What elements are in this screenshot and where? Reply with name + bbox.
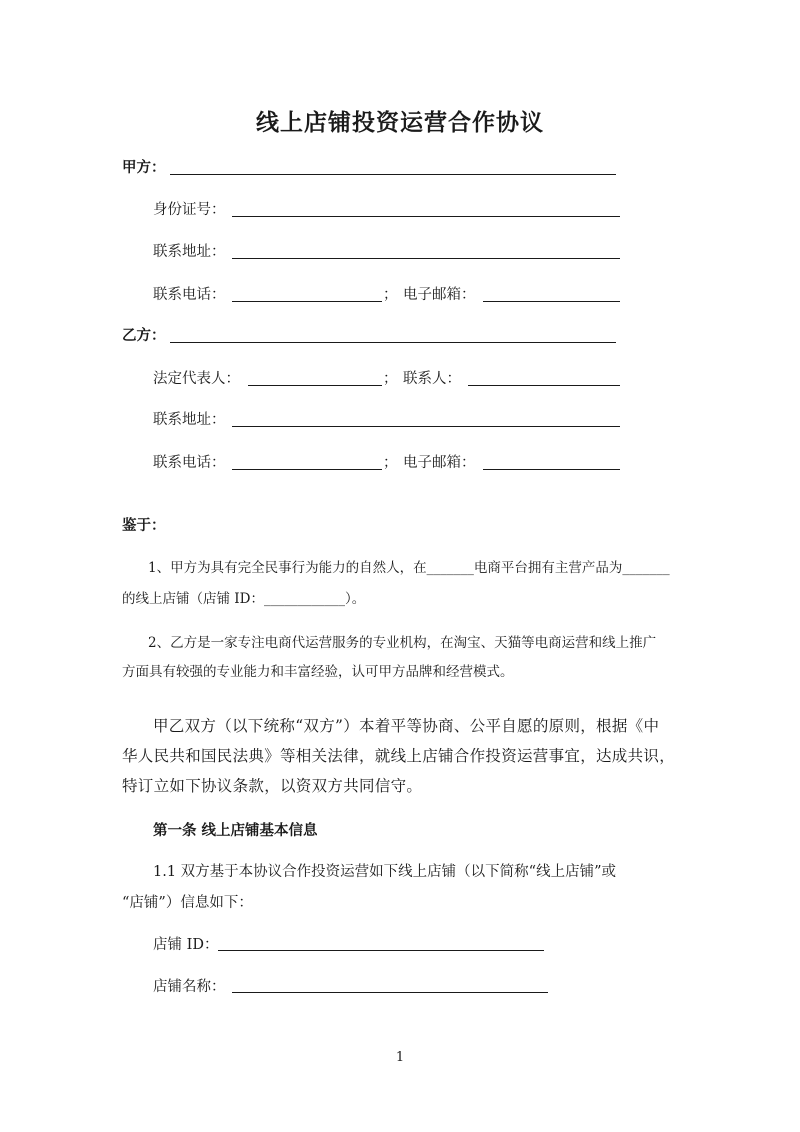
party-b-label: 乙方： (122, 327, 166, 344)
party-a-email-blank[interactable] (483, 301, 620, 302)
article-1-heading: 第一条 线上店铺基本信息 (153, 822, 318, 839)
party-b-contact-label: 联系人： (403, 371, 461, 387)
party-b-name-blank[interactable] (170, 342, 616, 343)
party-b-legal-rep-label: 法定代表人： (153, 371, 240, 387)
party-b-contact-blank[interactable] (468, 385, 620, 386)
party-b-email-label: 电子邮箱： (403, 455, 476, 471)
document-title: 线上店铺投资运营合作协议 (256, 110, 544, 136)
party-a-label: 甲方： (122, 159, 166, 176)
party-a-sep: ； (383, 287, 398, 303)
shop-name-label: 店铺名称： (153, 979, 226, 995)
party-b-legal-rep-blank[interactable] (248, 385, 382, 386)
party-a-name-blank[interactable] (170, 174, 616, 175)
party-b-address-label: 联系地址： (153, 412, 226, 428)
preamble-line-1: 甲乙双方（以下统称“双方”）本着平等协商、公平自愿的原则，根据《中 (153, 717, 660, 735)
clause-1-1-line-1: 1.1 双方基于本协议合作投资运营如下线上店铺（以下简称“线上店铺”或 (153, 864, 616, 880)
party-a-address-label: 联系地址： (153, 244, 226, 260)
party-b-address-blank[interactable] (232, 426, 620, 427)
page-number: 1 (395, 1050, 405, 1065)
whereas-item-2-line-2: 方面具有较强的专业能力和丰富经验，认可甲方品牌和经营模式。 (122, 664, 514, 680)
party-a-phone-label: 联系电话： (153, 287, 226, 303)
party-b-phone-blank[interactable] (232, 469, 382, 470)
clause-1-1-line-2: “店铺”）信息如下： (122, 895, 253, 911)
shop-id-label: 店铺 ID： (153, 937, 219, 953)
shop-id-blank[interactable] (218, 950, 544, 951)
party-b-sep-1: ； (383, 371, 398, 387)
party-a-id-label: 身份证号： (153, 202, 226, 218)
whereas-heading: 鉴于： (122, 517, 166, 534)
preamble-line-2: 华人民共和国民法典》等相关法律，就线上店铺合作投资运营事宜，达成共识， (122, 747, 676, 765)
shop-name-blank[interactable] (232, 992, 548, 993)
party-a-id-blank[interactable] (232, 216, 620, 217)
whereas-item-2-line-1: 2、乙方是一家专注电商代运营服务的专业机构，在淘宝、天猫等电商运营和线上推广 (148, 635, 657, 651)
party-a-phone-blank[interactable] (232, 301, 382, 302)
party-b-phone-label: 联系电话： (153, 455, 226, 471)
party-a-address-blank[interactable] (232, 258, 620, 259)
party-b-email-blank[interactable] (483, 469, 620, 470)
preamble-line-3: 特订立如下协议条款，以资双方共同信守。 (122, 777, 423, 795)
party-a-email-label: 电子邮箱： (403, 287, 476, 303)
party-b-sep-2: ； (383, 455, 398, 471)
whereas-item-1-line-1: 1、甲方为具有完全民事行为能力的自然人，在_______电商平台拥有主营产品为_______ (148, 560, 670, 576)
whereas-item-1-line-2: 的线上店铺（店铺 ID：____________）。 (122, 591, 366, 607)
